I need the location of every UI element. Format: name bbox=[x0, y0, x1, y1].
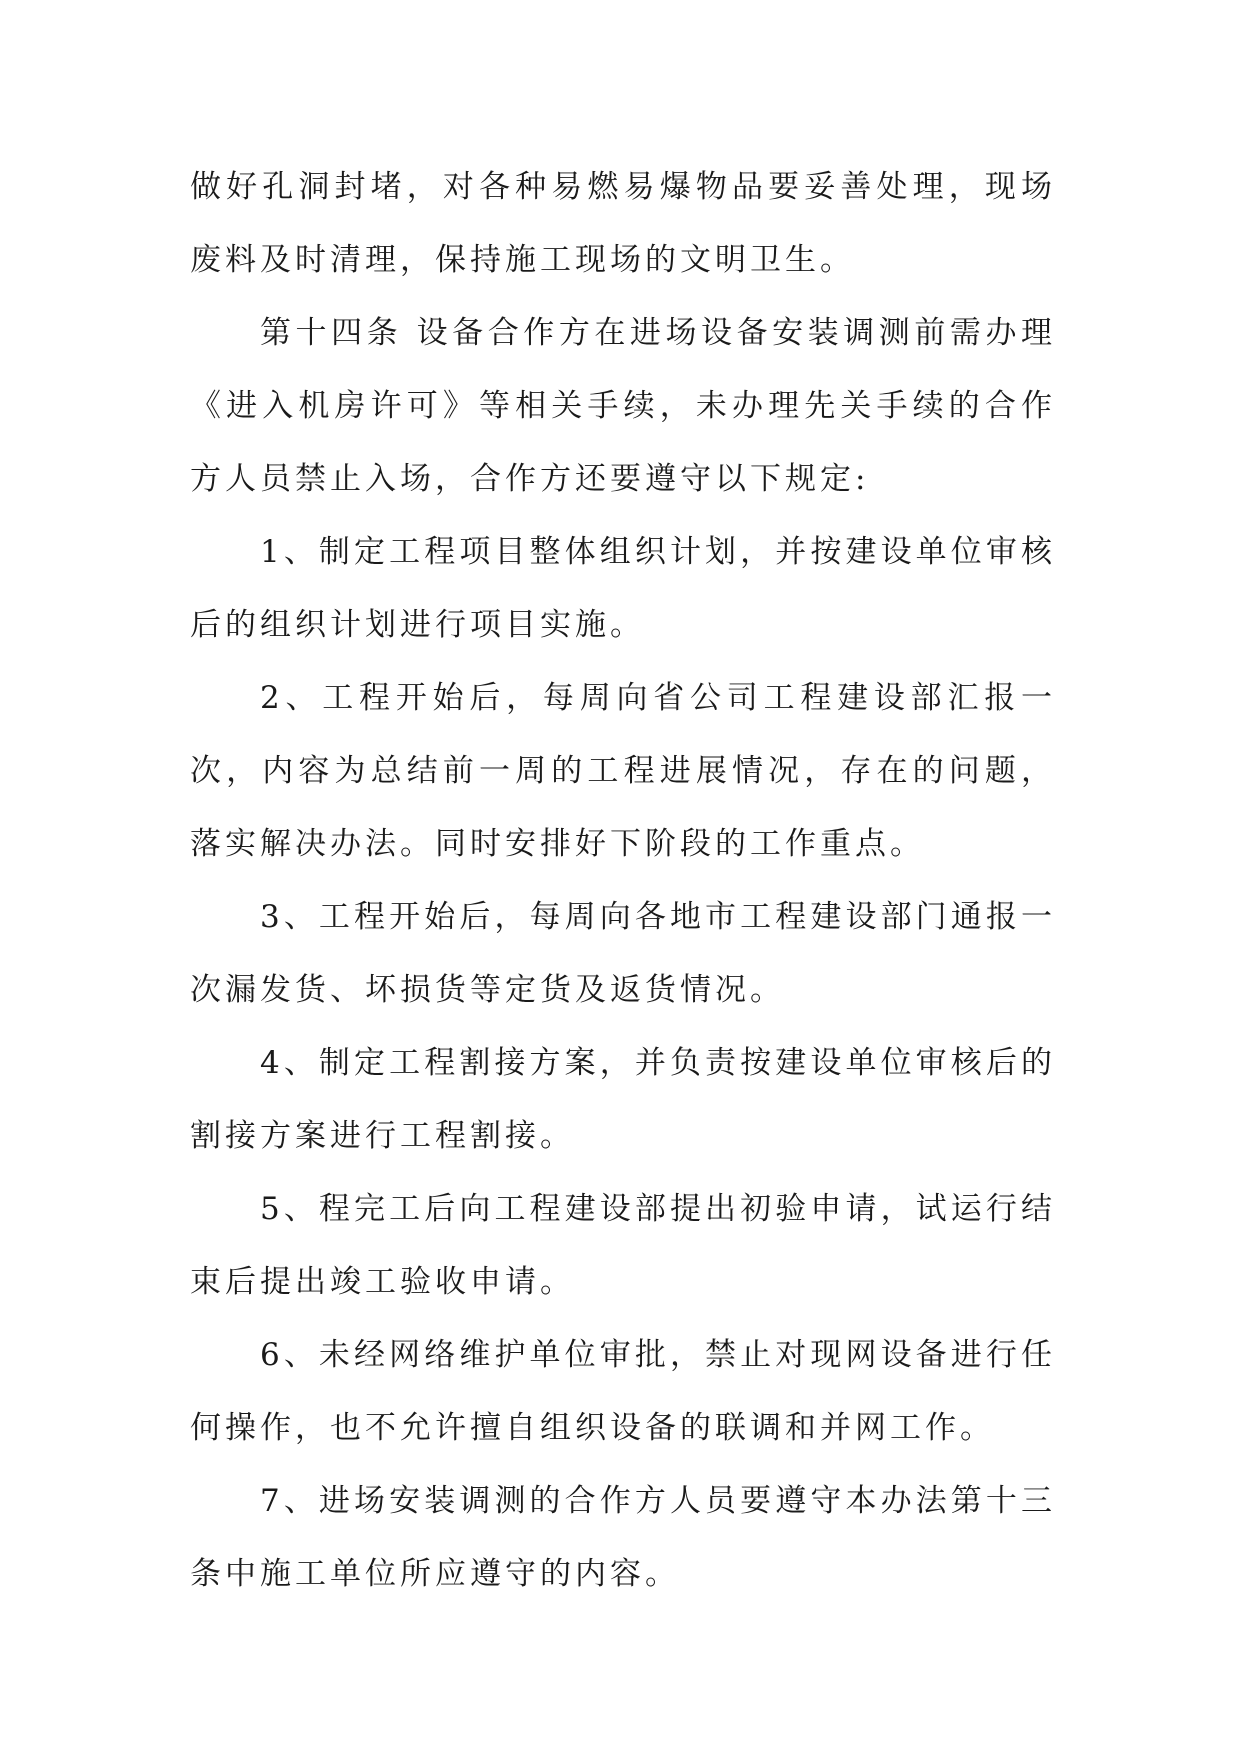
list-item-7: 7、进场安装调测的合作方人员要遵守本办法第十三条中施工单位所应遵守的内容。 bbox=[190, 1483, 1056, 1592]
list-item-5: 5、程完工后向工程建设部提出初验申请，试运行结束后提出竣工验收申请。 bbox=[190, 1191, 1056, 1300]
paragraph-continuation: 做好孔洞封堵，对各种易燃易爆物品要妥善处理，现场废料及时清理，保持施工现场的文明卫生。 bbox=[190, 169, 1056, 278]
list-item-4: 4、制定工程割接方案，并负责按建设单位审核后的割接方案进行工程割接。 bbox=[190, 1045, 1056, 1154]
list-item-1: 1、制定工程项目整体组织计划，并按建设单位审核后的组织计划进行项目实施。 bbox=[190, 534, 1056, 643]
document-body bbox=[190, 151, 1056, 1611]
list-item-3: 3、工程开始后，每周向各地市工程建设部门通报一次漏发货、坏损货等定货及返货情况。 bbox=[190, 899, 1056, 1008]
list-item-2: 2、工程开始后，每周向省公司工程建设部汇报一次，内容为总结前一周的工程进展情况，存在的问题，落实解决办法。同时安排好下阶段的工作重点。 bbox=[190, 680, 1056, 862]
list-item-6: 6、未经网络维护单位审批，禁止对现网设备进行任何操作，也不允许擅自组织设备的联调和并网工作。 bbox=[190, 1337, 1056, 1446]
paragraph-article-14: 第十四条 设备合作方在进场设备安装调测前需办理《进入机房许可》等相关手续，未办理先关手续的合作方人员禁止入场，合作方还要遵守以下规定: bbox=[190, 315, 1056, 497]
